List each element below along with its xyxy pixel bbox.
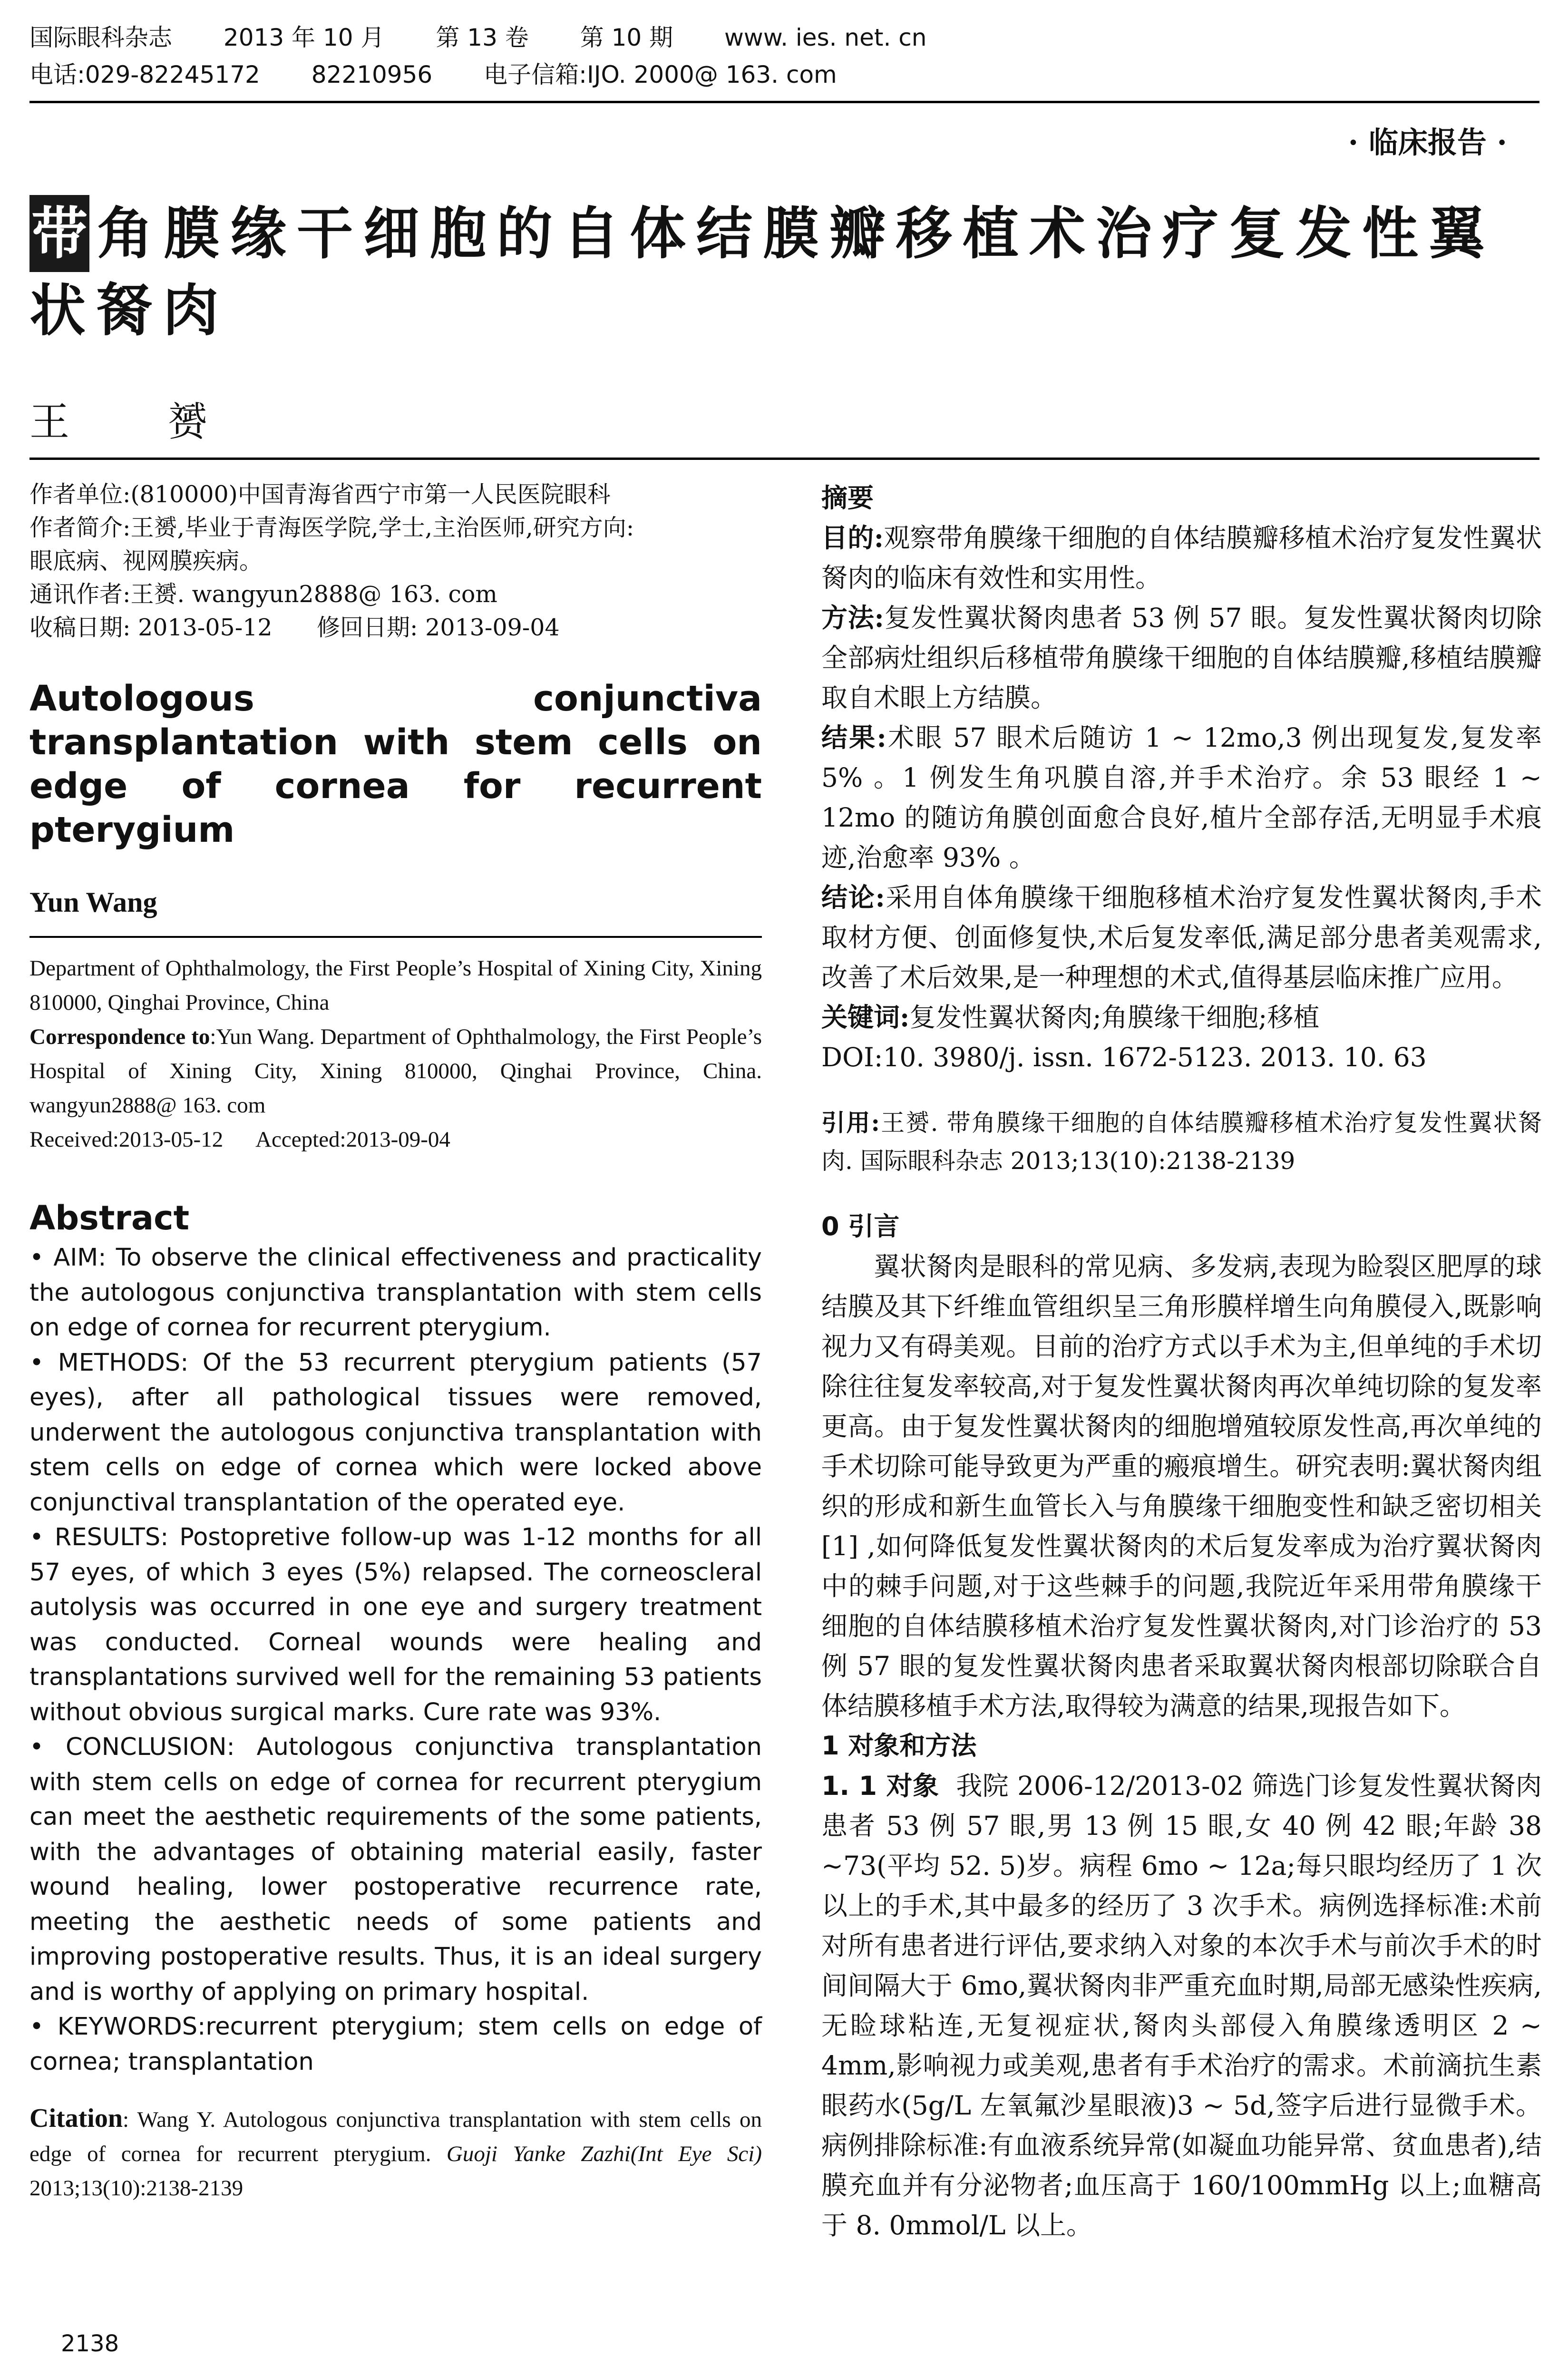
summary-result [821, 718, 1542, 877]
phone-2: 82210956 [311, 61, 433, 88]
journal-header [29, 19, 1537, 93]
abstract-conclusion: • CONCLUSION: Autologous conjunctiva transplantation with stem cells on edge of cornea for recurrent pterygium can meet the aesthetic requirements of the some patients, with the advantages of obtaining material easily, faster wound healing, lower postoperative recurrence rate, meeting the aesthetic needs of some patients and improving postoperative results. Thus, it is an ideal surgery and is worthy of applying on primary hospital. [29, 1733, 762, 2006]
author-bio: 作者简介:王赟,毕业于青海医学院,学士,主治医师,研究方向: [29, 514, 634, 541]
conclusion-text: 采用自体角膜缘干细胞移植术治疗复发性翼状胬肉,手术取材方便、创面修复快,术后复发率低,满足部分患者美观需求,改善了术后效果,是一种理想的术式,值得基层临床推广应用。 [821, 882, 1542, 993]
summary-heading: 摘要 [821, 482, 874, 513]
author-bio-cont: 眼底病、视网膜疾病。 [29, 547, 263, 575]
keyword-text: 复发性翼状胬肉;角膜缘干细胞;移植 [909, 1002, 1320, 1033]
affiliation: 作者单位:(810000)中国青海省西宁市第一人民医院眼科 [29, 481, 611, 508]
citation-cn-text: 王赟. 带角膜缘干细胞的自体结膜瓣移植术治疗复发性翼状胬肉. 国际眼科杂志 2013;13(10):2138-2139 [821, 1109, 1542, 1175]
result-text: 术眼 57 眼术后随访 1 ~ 12mo,3 例出现复发,复发率 5% 。1 例发生角巩膜自溶,并手术治疗。余 53 眼经 1 ~ 12mo 的随访角膜创面愈合良好,植片全部存活,无明显手术痕迹,治愈率 93% 。 [821, 722, 1542, 873]
author-name-cn: 王 赟 [29, 399, 251, 445]
correspondence-text: :Yun Wang. Department of Ophthalmology, the First People’s Hospital of Xining City, Xining 810000, Qinghai Province, China. wangyun2888@ 163. com [29, 1024, 762, 1118]
citation-en [29, 2101, 762, 2205]
citation-label: Citation [29, 2104, 123, 2133]
citation-text: : Wang Y. Autologous conjunctiva transplantation with stem cells on edge of cornea for recurrent pterygium. [29, 2107, 762, 2166]
right-column [821, 478, 1542, 2245]
header-line-1 [29, 19, 1537, 56]
citation-cn-label: 引用: [821, 1109, 880, 1137]
subjects-label: 1. 1 对象 [821, 1771, 939, 1801]
en-divider [29, 936, 762, 938]
section-label: · 临床报告 · [1348, 125, 1507, 160]
issue: 第 10 期 [580, 24, 673, 51]
abstract-results: • RESULTS: Postopretive follow-up was 1-12 months for all 57 eyes, of which 3 eyes (5%) relapsed. The corneoscleral autolysis was occurred in one eye and surgery treatment was conducted. Corneal wounds were healing and transplantations survived well for the remaining 53 patients without obvious surgical marks. Cure rate was 93%. [29, 1523, 762, 1726]
title-text: 角膜缘干细胞的自体结膜瓣移植术治疗复发性翼状胬肉 [29, 201, 1496, 343]
keyword-label: 关键词: [821, 1002, 910, 1033]
correspondence-en [29, 1020, 762, 1122]
journal-url: www. ies. net. cn [724, 24, 927, 51]
abstract-methods: • METHODS: Of the 53 recurrent pterygium patients (57 eyes), after all pathological tissues were removed, underwent the autologous conjunctiva transplantation with stem cells on edge of cornea which were locked above conjunctival transplantation of the operated eye. [29, 1348, 762, 1517]
dates-cn: 收稿日期: 2013-05-12 修回日期: 2013-09-04 [29, 614, 560, 641]
header-divider [29, 101, 1539, 103]
abstract-keywords: • KEYWORDS:recurrent pterygium; stem cells on edge of cornea; transplantation [29, 2013, 762, 2076]
phone: 电话:029-82245172 [29, 61, 260, 88]
subjects-paragraph [821, 1766, 1542, 2245]
article-title-en: Autologous conjunctiva transplantation with stem cells on edge of cornea for recurrent pterygium [29, 678, 762, 850]
correspondence-label: Correspondence to [29, 1024, 210, 1049]
citation-tail: 2013;13(10):2138-2139 [29, 2176, 243, 2201]
aim-text: 观察带角膜缘干细胞的自体结膜瓣移植术治疗复发性翼状胬肉的临床有效性和实用性。 [821, 523, 1542, 593]
summary-conclusion [821, 877, 1542, 997]
method-text: 复发性翼状胬肉患者 53 例 57 眼。复发性翼状胬肉切除全部病灶组织后移植带角膜缘干细胞的自体结膜瓣,移植结膜瓣取自术眼上方结膜。 [821, 603, 1542, 713]
summary-aim [821, 518, 1542, 598]
journal-name: 国际眼科杂志 [29, 24, 172, 51]
intro-paragraph: 翼状胬肉是眼科的常见病、多发病,表现为睑裂区肥厚的球结膜及其下纤维血管组织呈三角形膜样增生向角膜侵入,既影响视力又有碍美观。目前的治疗方式以手术为主,但单纯的手术切除往往复发率较高,对于复发性翼状胬肉再次单纯切除的复发率更高。由于复发性翼状胬肉的细胞增殖较原发性高,再次单纯的手术切除可能导致更为严重的瘢痕增生。研究表明:翼状胬肉组织的形成和新生血管长入与角膜缘干细胞变性和缺乏密切相关[1] ,如何降低复发性翼状胬肉的术后复发率成为治疗翼状胬肉中的棘手问题,对于这些棘手的问题,我院近年采用带角膜缘干细胞的自体结膜移植术治疗复发性翼状胬肉,对门诊治疗的 53 例 57 眼的复发性翼状胬肉患者采取翼状胬肉根部切除联合自体结膜移植手术方法,取得较为满意的结果,现报告如下。 [821, 1251, 1542, 1721]
title-highlight-char: 带 [29, 195, 89, 272]
abstract-heading: Abstract [29, 1198, 190, 1237]
abstract-aim: • AIM: To observe the clinical effectiveness and practicality the autologous conjunctiva transplantation with stem cells on edge of cornea for recurrent pterygium. [29, 1244, 762, 1342]
department-en: Department of Ophthalmology, the First People’s Hospital of Xining City, Xining 810000, Qinghai Province, China [29, 956, 762, 1015]
conclusion-label: 结论: [821, 882, 885, 913]
dates-en: Received:2013-05-12 Accepted:2013-09-04 [29, 1127, 450, 1152]
methods-heading: 1 对象和方法 [821, 1731, 977, 1761]
intro-heading: 0 引言 [821, 1211, 900, 1241]
subjects-text: 我院 2006-12/2013-02 筛选门诊复发性翼状胬肉患者 53 例 57 眼,男 13 例 15 眼,女 40 例 42 眼;年龄 38 ~73(平均 52. 5)岁。病程 6mo ~ 12a;每只眼均经历了 1 次以上的手术,其中最多的经历了 3 次手术。病例选择标准:术前对所有患者进行评估,要求纳入对象的本次手术与前次手术的时间间隔大于 6mo,翼状胬肉非严重充血时期,局部无感染性疾病,无睑球粘连,无复视症状,胬肉头部侵入角膜缘透明区 2 ~ 4mm,影响视力或美观,患者有手术治疗的需求。术前滴抗生素眼药水(5g/L 左氧氟沙星眼液)3 ~ 5d,签字后进行显微手术。病例排除标准:有血液系统异常(如凝血功能异常、贫血患者),结膜充血并有分泌物者;血压高于 160/100mmHg 以上;血糖高于 8. 0mmol/L 以上。 [821, 1771, 1542, 2241]
method-label: 方法: [821, 602, 884, 633]
citation-cn [821, 1104, 1542, 1180]
article-title-cn [29, 195, 1537, 349]
result-label: 结果: [821, 722, 886, 753]
left-column [29, 478, 762, 2205]
title-divider [29, 458, 1539, 460]
email: 电子信箱:IJO. 2000@ 163. com [484, 61, 837, 88]
corresponding-author: 通讯作者:王赟. wangyun2888@ 163. com [29, 581, 497, 608]
citation-journal: Guoji Yanke Zazhi(Int Eye Sci) [446, 2142, 762, 2166]
author-name-en: Yun Wang [29, 887, 157, 918]
issue-date: 2013 年 10 月 [223, 24, 385, 51]
summary-keywords [821, 997, 1542, 1037]
header-line-2 [29, 56, 1537, 93]
aim-label: 目的: [821, 522, 884, 553]
page-number: 2138 [61, 2330, 119, 2357]
summary-method [821, 598, 1542, 718]
doi: DOI:10. 3980/j. issn. 1672-5123. 2013. 10. 63 [821, 1042, 1427, 1072]
volume: 第 13 卷 [436, 24, 529, 51]
